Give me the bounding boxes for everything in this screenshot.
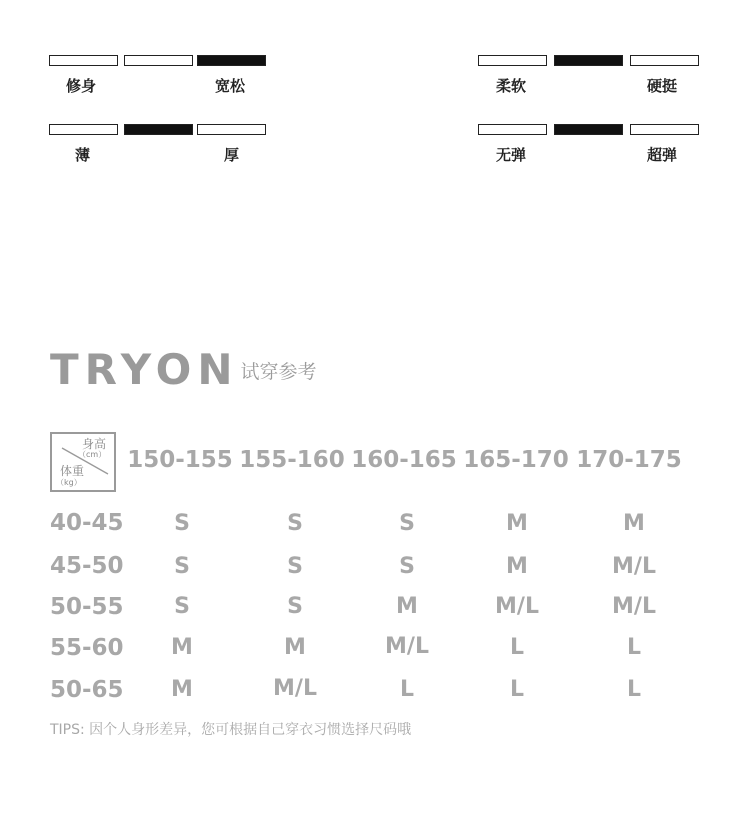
size-cell: L (399, 677, 415, 702)
scale-bars (49, 124, 269, 135)
scale-segment-1 (478, 55, 547, 66)
scale-segment-1 (478, 124, 547, 135)
scale-segment-2 (124, 124, 193, 135)
height-header: 155-160 (239, 447, 345, 473)
size-cell: M (171, 635, 193, 660)
tryon-subheading: 试穿参考 (240, 361, 317, 383)
scale-segment-3 (197, 124, 266, 135)
size-cell: S (399, 554, 415, 579)
weight-label: 50-65 (50, 677, 124, 703)
weight-label: 55-60 (50, 635, 124, 661)
size-cell: S (287, 594, 303, 619)
table-corner-cell (50, 432, 116, 492)
scale-segment-2 (554, 124, 623, 135)
scale-bars (478, 55, 698, 66)
size-cell: M (623, 511, 645, 536)
size-cell: L (626, 635, 642, 660)
size-cell: S (174, 511, 190, 536)
size-cell: S (399, 511, 415, 536)
height-header: 170-175 (576, 447, 682, 473)
size-cell: M/L (495, 594, 539, 619)
weight-label: 45-50 (50, 553, 124, 579)
size-cell: M (506, 554, 528, 579)
scale-segment-1 (49, 55, 118, 66)
size-cell: S (287, 554, 303, 579)
size-cell: L (626, 677, 642, 702)
scale-bars (49, 55, 269, 66)
size-cell: S (174, 594, 190, 619)
size-cell: M (396, 594, 418, 619)
scale-segment-2 (554, 55, 623, 66)
height-header: 160-165 (351, 447, 457, 473)
height-header: 150-155 (127, 447, 233, 473)
scale-right-label: 宽松 (215, 77, 246, 95)
size-cell: M (171, 677, 193, 702)
scale-segment-3 (630, 55, 699, 66)
scale-right-label: 硬挺 (647, 77, 678, 95)
size-cell: L (509, 635, 525, 660)
height-label: 身高 (82, 437, 107, 451)
weight-label: 50-55 (50, 594, 124, 620)
size-cell: M (284, 635, 306, 660)
scale-left-label: 柔软 (496, 77, 527, 95)
scale-right-label: 厚 (224, 146, 240, 164)
scale-right-label: 超弹 (647, 146, 678, 164)
size-cell: M/L (612, 594, 656, 619)
height-unit: （cm） (78, 450, 107, 459)
weight-unit: （kg） (56, 478, 82, 487)
tryon-title (50, 345, 316, 394)
tips-text: TIPS: 因个人身形差异，您可根据自己穿衣习惯选择尺码哦 (50, 722, 412, 738)
scale-left-label: 无弹 (496, 146, 527, 164)
height-header: 165-170 (463, 447, 569, 473)
scale-left-label: 薄 (75, 146, 91, 164)
scale-left-label: 修身 (66, 77, 97, 95)
size-cell: M/L (273, 676, 317, 701)
scale-segment-3 (630, 124, 699, 135)
size-cell: M/L (385, 634, 429, 659)
scale-bars (478, 124, 698, 135)
size-cell: M (506, 511, 528, 536)
scale-segment-1 (49, 124, 118, 135)
tryon-heading: TRYON (50, 345, 239, 394)
weight-label: 40-45 (50, 510, 124, 536)
size-cell: M/L (612, 554, 656, 579)
weight-label: 体重 (60, 464, 85, 478)
size-cell: S (174, 554, 190, 579)
scale-segment-3 (197, 55, 266, 66)
size-cell: S (287, 511, 303, 536)
size-cell: L (509, 677, 525, 702)
scale-segment-2 (124, 55, 193, 66)
